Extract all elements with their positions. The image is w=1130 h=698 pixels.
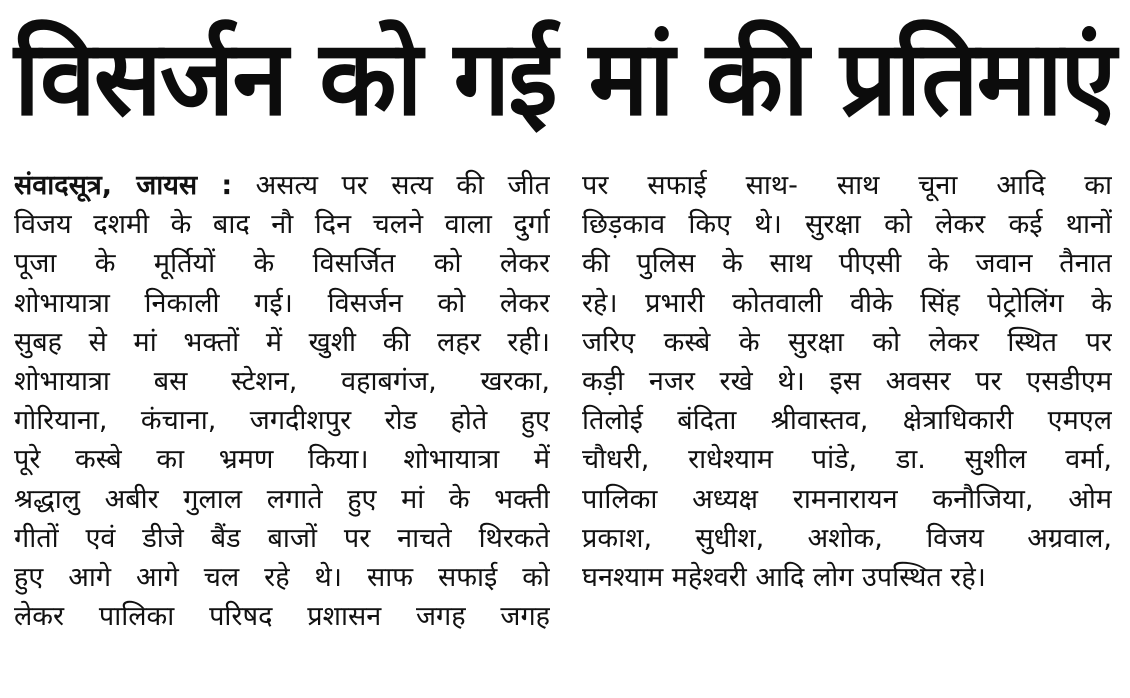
article-line (14, 166, 550, 205)
article-line: पर सफाई साथ- साथ चूना आदि का (582, 170, 1112, 201)
article-line: गोरियाना, कंचाना, जगदीशपुर रोड होते हुए (14, 405, 550, 437)
article-body (0, 160, 1130, 698)
article-line: चौधरी, राधेश्याम पांडे, डा. सुशील वर्मा, (582, 444, 1112, 476)
article-line: छिड़काव किए थे। सुरक्षा को लेकर कई थानों (582, 209, 1112, 241)
article-line: की पुलिस के साथ पीएसी के जवान तैनात (582, 248, 1112, 280)
headline: विसर्जन को गई मां की प्रतिमाएं (14, 17, 1115, 139)
article-line-text: असत्य पर सत्य की जीत (255, 170, 550, 201)
article-line: शोभायात्रा बस स्टेशन, वहाबगंज, खरका, (14, 365, 550, 397)
article-line: रहे। प्रभारी कोतवाली वीके सिंह पेट्रोलिंग के (582, 287, 1112, 319)
article-line: पूरे कस्बे का भ्रमण किया। शोभायात्रा में (14, 444, 550, 476)
article-line: पूजा के मूर्तियों के विसर्जित को लेकर (14, 248, 550, 280)
article-line: तिलोई बंदिता श्रीवास्तव, क्षेत्राधिकारी एमएल (582, 405, 1112, 437)
article-line: विजय दशमी के बाद नौ दिन चलने वाला दुर्गा (14, 209, 550, 241)
article-line: सुबह से मां भक्तों में खुशी की लहर रही। (14, 326, 550, 358)
article-line: गीतों एवं डीजे बैंड बाजों पर नाचते थिरकते (14, 522, 550, 554)
article-column-left (14, 166, 550, 636)
article-line: प्रकाश, सुधीश, अशोक, विजय अग्रवाल, (582, 522, 1112, 554)
article-line: लेकर पालिका परिषद प्रशासन जगह जगह (14, 601, 550, 633)
byline: संवादसूत्र, जायस : (14, 170, 233, 201)
article-line: जरिए कस्बे के सुरक्षा को लेकर स्थित पर (582, 326, 1112, 358)
article-line: पालिका अध्यक्ष रामनारायन कनौजिया, ओम (582, 483, 1112, 515)
article-line: हुए आगे आगे चल रहे थे। साफ सफाई को (14, 561, 550, 593)
article-column-right (582, 166, 1112, 597)
article-line: कड़ी नजर रखे थे। इस अवसर पर एसडीएम (582, 365, 1112, 397)
article-line: घनश्याम महेश्वरी आदि लोग उपस्थित रहे। (582, 561, 986, 593)
article-line: श्रद्धालु अबीर गुलाल लगाते हुए मां के भक्ती (14, 483, 550, 515)
article-line: शोभायात्रा निकाली गई। विसर्जन को लेकर (14, 287, 550, 319)
